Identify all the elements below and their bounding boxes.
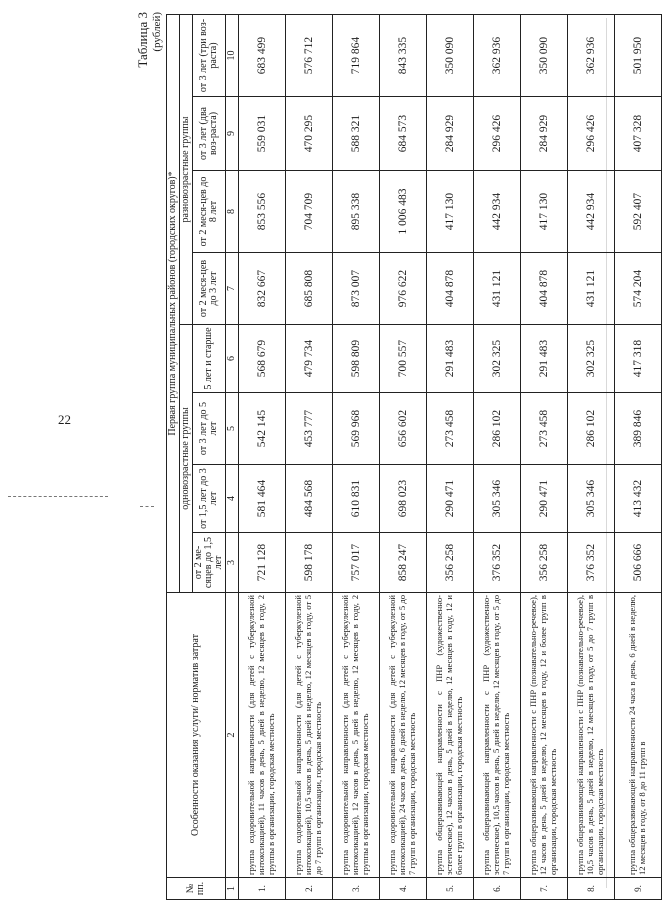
cost-value: 417 130 [521, 171, 568, 253]
cost-value: 853 556 [239, 171, 286, 253]
header-mixed-age-groups: разновозрастные группы [180, 14, 193, 324]
page-number: 22 [58, 412, 71, 427]
column-number: 6 [226, 325, 239, 393]
cost-value: 757 017 [333, 533, 380, 593]
cost-value: 431 121 [474, 253, 521, 325]
table-caption [136, 12, 164, 68]
cost-value: 976 622 [380, 253, 427, 325]
scan-fold-mark [8, 496, 108, 497]
cost-value: 376 352 [568, 533, 615, 593]
cost-value: 362 936 [474, 14, 521, 96]
cost-value: 302 325 [568, 325, 615, 393]
rotated-page-wrapper [128, 0, 647, 905]
service-description: группа общеразвивающей направленности с ПНР (художественно-эстетическое), 10,5 часов в день, 5 дней в неделю, 12 месяцев в году, от 5 до 7 групп в организации, городская местность [474, 593, 521, 878]
table-row [521, 14, 568, 899]
cost-value: 506 666 [615, 533, 662, 593]
cost-value: 404 878 [521, 253, 568, 325]
cost-value: 721 128 [239, 533, 286, 593]
cost-value: 698 023 [380, 465, 427, 533]
row-number: 7. [521, 878, 568, 900]
cost-value: 413 432 [615, 465, 662, 533]
cost-standards-table [166, 14, 662, 900]
header-single-age-groups: одновозрастные группы [180, 325, 193, 593]
table-row [427, 14, 474, 899]
header-group-main: Первая группа муниципальных районов (городских округов)* [167, 14, 180, 592]
cost-value: 704 709 [286, 171, 333, 253]
table-row [615, 14, 662, 899]
service-description: группа оздоровительной направленности (для детей с туберкулезной интоксикацией), 10,5 часов в день, 5 дней в неделю, 12 месяцев в году, от 5 до 7 групп в организации, городская местность [286, 593, 333, 878]
cost-value: 290 471 [521, 465, 568, 533]
column-number: 2 [226, 593, 239, 878]
cost-value: 858 247 [380, 533, 427, 593]
cost-value: 581 464 [239, 465, 286, 533]
cost-value: 290 471 [427, 465, 474, 533]
cost-value: 305 346 [568, 465, 615, 533]
column-number: 5 [226, 393, 239, 465]
cost-value: 284 929 [521, 97, 568, 171]
cost-value: 683 499 [239, 14, 286, 96]
cost-value: 453 777 [286, 393, 333, 465]
service-description: группа общеразвивающей направленности с ПНР (познавательно-речевое), 10,5 часов в день, 5 дней в неделю, 12 месяцев в году, от 5 до 7 групп в организации, городская местность [568, 593, 615, 878]
row-number: 3. [333, 878, 380, 900]
cost-value: 484 568 [286, 465, 333, 533]
cost-value: 719 864 [333, 14, 380, 96]
cost-value: 588 321 [333, 97, 380, 171]
cost-value: 574 204 [615, 253, 662, 325]
service-description: группа оздоровительной направленности (для детей с туберкулезной интоксикацией), 12 часов в день, 5 дней в неделю, 12 месяцев в году, 2 группы в организации, городская местность [333, 593, 380, 878]
row-number: 5. [427, 878, 474, 900]
header-age-column: от 3 лет (два воз-раста) [193, 97, 226, 171]
header-num: № пп. [167, 878, 226, 900]
cost-value: 843 335 [380, 14, 427, 96]
table-row [286, 14, 333, 899]
table-row [474, 14, 521, 899]
cost-value: 1 006 483 [380, 171, 427, 253]
column-number: 8 [226, 171, 239, 253]
cost-value: 407 328 [615, 97, 662, 171]
service-description: группа оздоровительной направленности (для детей с туберкулезной интоксикацией), 11 часов в день, 5 дней в неделю, 12 месяцев в году, 2 группы в организации, городская местность [239, 593, 286, 878]
cost-value: 592 407 [615, 171, 662, 253]
column-number: 4 [226, 465, 239, 533]
cost-value: 598 809 [333, 325, 380, 393]
cost-value: 501 950 [615, 14, 662, 96]
cost-value: 559 031 [239, 97, 286, 171]
cost-value: 431 121 [568, 253, 615, 325]
cost-value: 598 178 [286, 533, 333, 593]
cost-value: 442 934 [474, 171, 521, 253]
cost-value: 356 258 [521, 533, 568, 593]
cost-value: 350 090 [521, 14, 568, 96]
row-number: 8. [568, 878, 615, 900]
header-age-column: от 2 ме-сяцев до 1,5 лет [193, 533, 226, 593]
cost-value: 284 929 [427, 97, 474, 171]
cost-value: 302 325 [474, 325, 521, 393]
column-number: 10 [226, 14, 239, 96]
column-number: 1 [226, 878, 239, 900]
header-age-column: от 2 меся-цев до 8 лет [193, 171, 226, 253]
table-row [380, 14, 427, 899]
cost-value: 873 007 [333, 253, 380, 325]
row-number: 1. [239, 878, 286, 900]
cost-value: 569 968 [333, 393, 380, 465]
row-number: 2. [286, 878, 333, 900]
table-units: (рублей) [151, 12, 163, 52]
table-body [239, 14, 662, 899]
cost-value: 684 573 [380, 97, 427, 171]
cost-value: 895 338 [333, 171, 380, 253]
cost-value: 286 102 [474, 393, 521, 465]
cost-value: 542 145 [239, 393, 286, 465]
cost-value: 305 346 [474, 465, 521, 533]
table-row [239, 14, 286, 899]
row-number: 9. [615, 878, 662, 900]
cost-value: 610 831 [333, 465, 380, 533]
cost-value: 273 458 [521, 393, 568, 465]
cost-value: 273 458 [427, 393, 474, 465]
header-age-column: от 3 лет до 5 лет [193, 393, 226, 465]
row-number: 6. [474, 878, 521, 900]
service-description: группа общеразвивающей направленности 24 часа в день, 6 дней в неделю, 12 месяцев в году, от 8 до 11 групп в [615, 593, 662, 878]
cost-value: 576 712 [286, 14, 333, 96]
cost-value: 296 426 [474, 97, 521, 171]
cost-value: 296 426 [568, 97, 615, 171]
header-description: Особенности оказания услуги/ норматив затрат [167, 593, 226, 878]
cost-value: 442 934 [568, 171, 615, 253]
cost-value: 470 295 [286, 97, 333, 171]
cost-value: 286 102 [568, 393, 615, 465]
cost-value: 832 667 [239, 253, 286, 325]
column-number: 7 [226, 253, 239, 325]
cost-value: 656 602 [380, 393, 427, 465]
cost-value: 700 557 [380, 325, 427, 393]
cost-value: 376 352 [474, 533, 521, 593]
cost-value: 362 936 [568, 14, 615, 96]
column-number: 9 [226, 97, 239, 171]
header-age-column: от 2 меся-цев до 3 лет [193, 253, 226, 325]
table-row [333, 14, 380, 899]
cost-value: 685 808 [286, 253, 333, 325]
column-number: 3 [226, 533, 239, 593]
cost-value: 356 258 [427, 533, 474, 593]
header-age-column: 5 лет и старше [193, 325, 226, 393]
header-age-column: от 1,5 лет до 3 лет [193, 465, 226, 533]
cost-value: 291 483 [427, 325, 474, 393]
cost-value: 404 878 [427, 253, 474, 325]
cost-value: 417 130 [427, 171, 474, 253]
rotated-table-region [128, 0, 647, 905]
header-age-column: от 3 лет (три воз-раста) [193, 14, 226, 96]
cost-value: 568 679 [239, 325, 286, 393]
cost-value: 389 846 [615, 393, 662, 465]
table-row [568, 14, 615, 899]
service-description: группа общеразвивающей направленности с ПНР (познавательно-речевое), 12 часов в день, 5 дней в неделю, 12 месяцев в году, 12 и более групп в организации, городская местность [521, 593, 568, 878]
cost-value: 479 734 [286, 325, 333, 393]
service-description: группа оздоровительной направленности (для детей с туберкулезной интоксикацией), 24 часов в день, 6 дней в неделю, 12 месяцев в году, от 5 до 7 групп в организации, городская местность [380, 593, 427, 878]
row-number: 4. [380, 878, 427, 900]
table-title: Таблица 3 [135, 12, 150, 68]
service-description: группа общеразвивающей направленности с ПНР (художественно-эстетическое), 12 часов в день, 5 дней в неделю, 12 месяцев в году, 12 и более групп в организации, городская местность [427, 593, 474, 878]
cost-value: 350 090 [427, 14, 474, 96]
cost-value: 291 483 [521, 325, 568, 393]
cost-value: 417 318 [615, 325, 662, 393]
